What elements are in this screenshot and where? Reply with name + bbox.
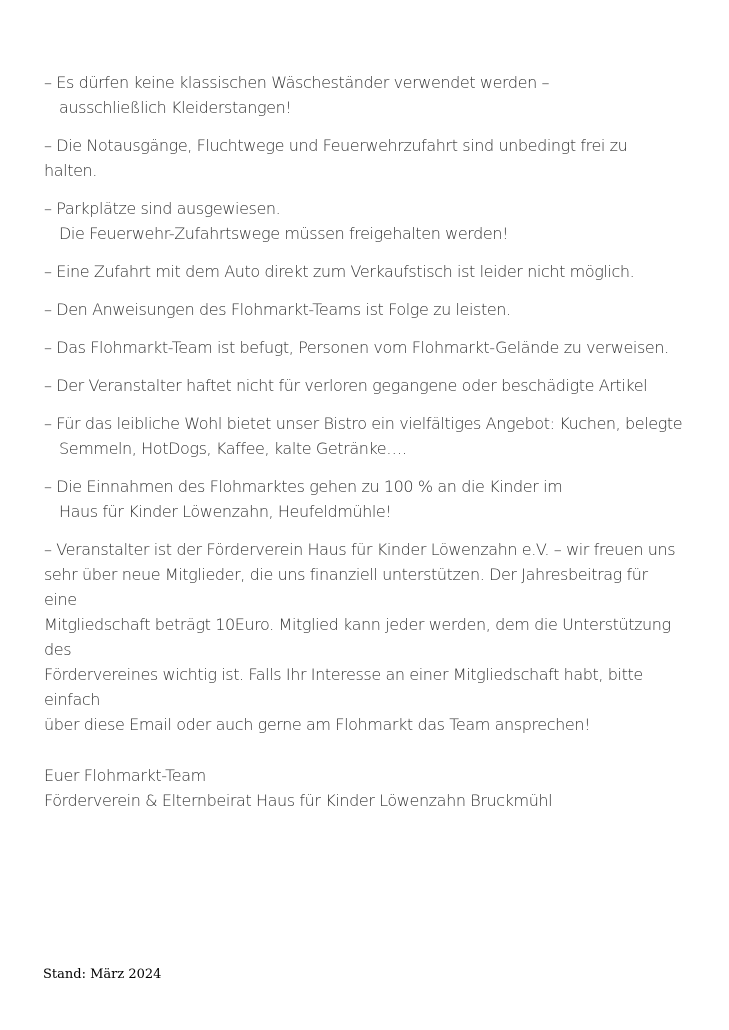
rule-item [44,196,684,246]
rule-item [44,335,684,360]
rule-line: – Den Anweisungen des Flohmarkt-Teams ist Folge zu leisten. [44,300,511,319]
rule-line: – Die Notausgänge, Fluchtwege und Feuerwehrzufahrt sind unbedingt frei zu halten. [44,136,628,180]
rule-item [44,411,684,461]
rule-line: – Das Flohmarkt-Team ist befugt, Personen vom Flohmarkt-Gelände zu verweisen. [44,338,669,357]
paragraph-line: Mitgliedschaft beträgt 10Euro. Mitglied kann jeder werden, dem die Unterstützung des [44,615,671,659]
rule-item [44,474,684,524]
rule-line: – Der Veranstalter haftet nicht für verloren gegangene oder beschädigte Artikel [44,376,648,395]
signature-organization: Förderverein & Elternbeirat Haus für Kinder Löwenzahn Bruckmühl [44,791,553,810]
rule-line-continuation: Haus für Kinder Löwenzahn, Heufeldmühle! [59,502,392,521]
rule-item [44,259,684,284]
rule-item [44,297,684,322]
rule-line: – Es dürfen keine klassischen Wäscheständer verwendet werden – [44,73,550,92]
rule-line: – Die Einnahmen des Flohmarktes gehen zu 100 % an die Kinder im [44,477,563,496]
paragraph-line: Fördervereines wichtig ist. Falls Ihr Interesse an einer Mitgliedschaft habt, bitte einfach [44,665,643,709]
rule-line-continuation: ausschließlich Kleiderstangen! [59,98,292,117]
footer-stand-date: Stand: März 2024 [43,967,162,982]
paragraph-line: über diese Email oder auch gerne am Flohmarkt das Team ansprechen! [44,715,591,734]
rule-item [44,70,684,120]
rule-item [44,133,684,183]
signature-line: Euer Flohmarkt-Team [44,766,206,785]
rule-line-continuation: Semmeln, HotDogs, Kaffee, kalte Getränke…. [59,439,407,458]
paragraph-line: sehr über neue Mitglieder, die uns finanziell unterstützen. Der Jahresbeitrag für eine [44,565,648,609]
signature-block [44,763,684,813]
rule-line-continuation: Die Feuerwehr-Zufahrtswege müssen freigehalten werden! [59,224,509,243]
document-body [44,70,684,813]
rule-line: – Eine Zufahrt mit dem Auto direkt zum Verkaufstisch ist leider nicht möglich. [44,262,635,281]
paragraph-line: – Veranstalter ist der Förderverein Haus für Kinder Löwenzahn e.V. – wir freuen uns [44,540,676,559]
rule-line: – Für das leibliche Wohl bietet unser Bistro ein vielfältiges Angebot: Kuchen, belegte [44,414,683,433]
rule-item [44,373,684,398]
association-paragraph [44,537,684,737]
rule-line: – Parkplätze sind ausgewiesen. [44,199,281,218]
